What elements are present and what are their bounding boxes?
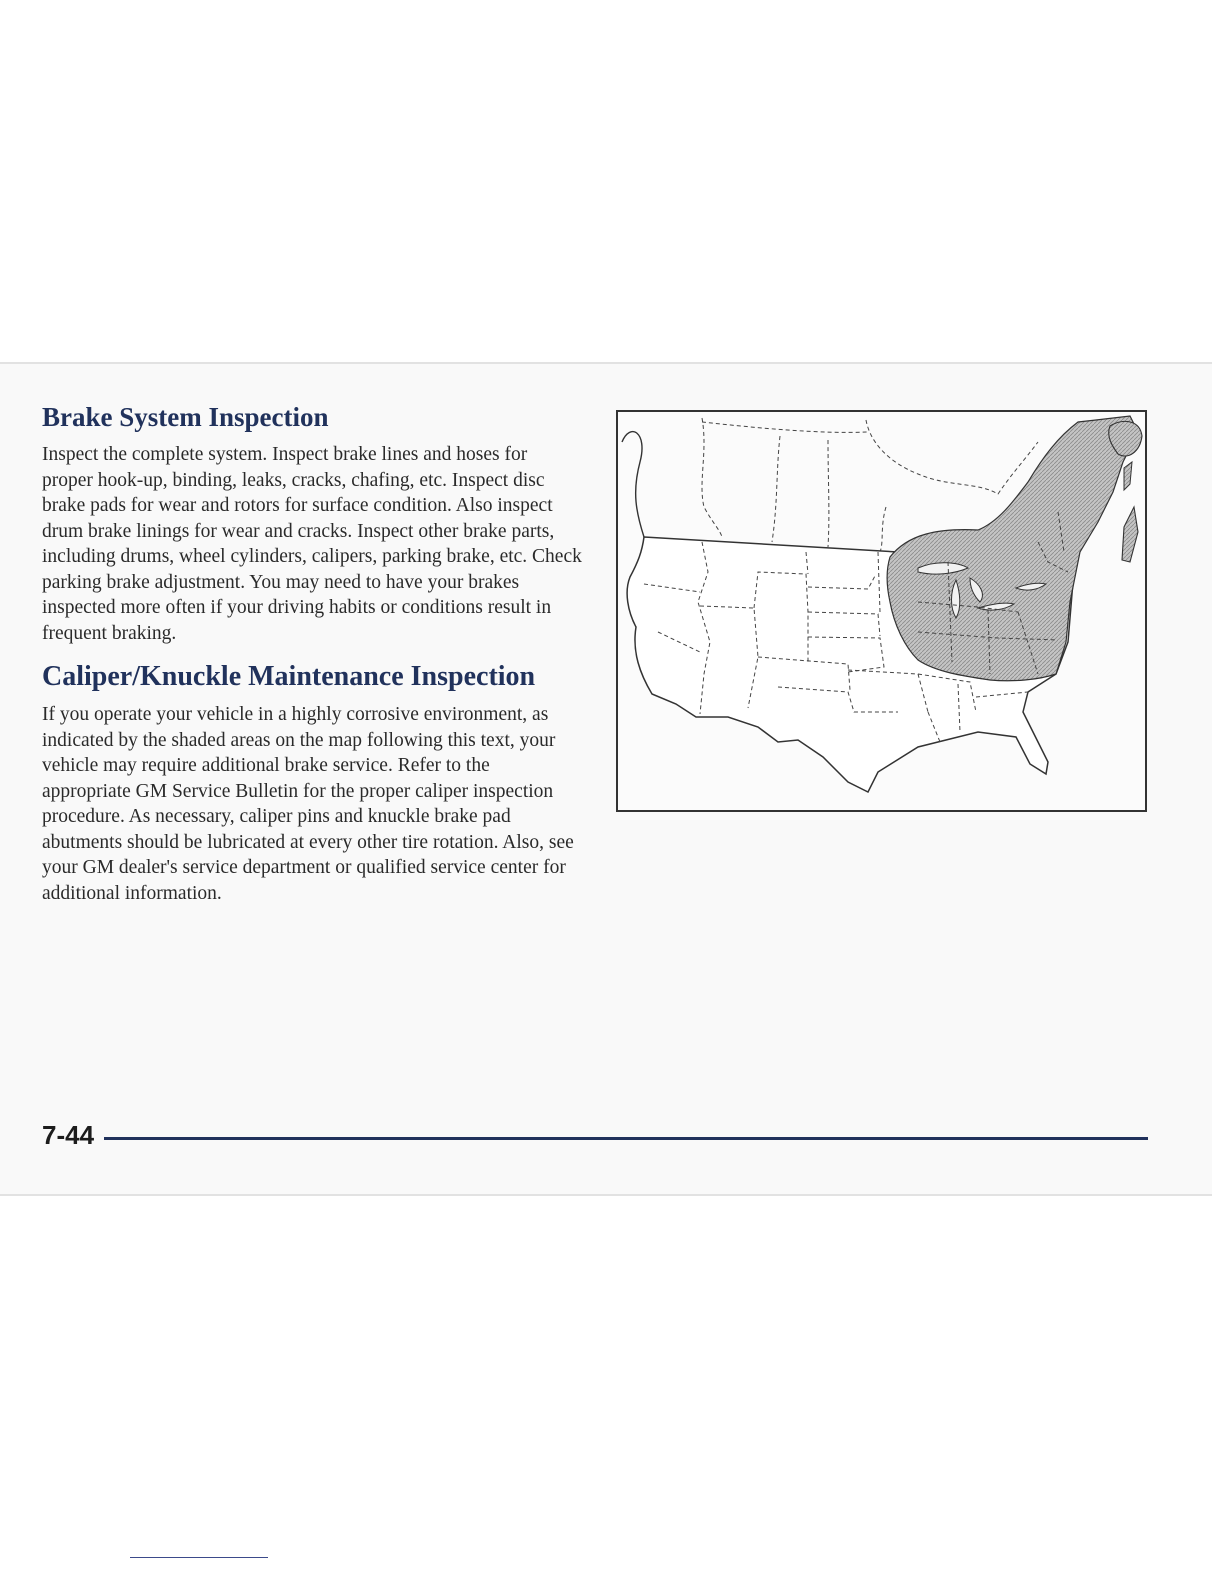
paragraph-brake-system-inspection: Inspect the complete system. Inspect brake lines and hoses for proper hook-up, binding, leaks, cracks, chafing, etc. Inspect disc brake pads for wear and rotors for surface condition. Also inspect drum brake linings for wear and cracks. Inspect other brake parts, including drums, wheel cylinders, calipers, parking brake, etc. Check parking brake adjustment. You may need to have your brakes inspected more often if your driving habits or conditions result in frequent braking. <box>42 444 582 644</box>
corrosion-shaded-region <box>887 416 1138 681</box>
page-footer <box>42 1120 1148 1160</box>
heading-brake-system-inspection: Brake System Inspection <box>42 402 329 432</box>
corrosion-map-graphic <box>618 412 1145 810</box>
paragraph-caliper-knuckle-inspection: If you operate your vehicle in a highly corrosive environment, as indicated by the shaded areas on the map following this text, your vehicle may require additional brake service. Refer to the appropriate GM Service Bulletin for the proper caliper inspection procedure. As necessary, caliper pins and knuckle brake pad abutments should be lubricated at every other tire rotation. Also, see your GM dealer's service department or qualified service center for additional information. <box>42 704 574 904</box>
text-column <box>42 400 582 906</box>
heading-caliper-knuckle-inspection: Caliper/Knuckle Maintenance Inspection <box>42 661 536 692</box>
canada-province-lines <box>702 418 886 552</box>
canada-coastline <box>622 432 644 537</box>
nova-scotia <box>1122 507 1138 562</box>
corrosion-map <box>616 410 1147 812</box>
hudson-bay-outline <box>866 420 1038 494</box>
page-number: 7-44 <box>42 1120 95 1150</box>
bottom-rule <box>130 1557 268 1558</box>
prince-edward-island <box>1124 462 1132 490</box>
footer-rule <box>104 1137 1148 1140</box>
